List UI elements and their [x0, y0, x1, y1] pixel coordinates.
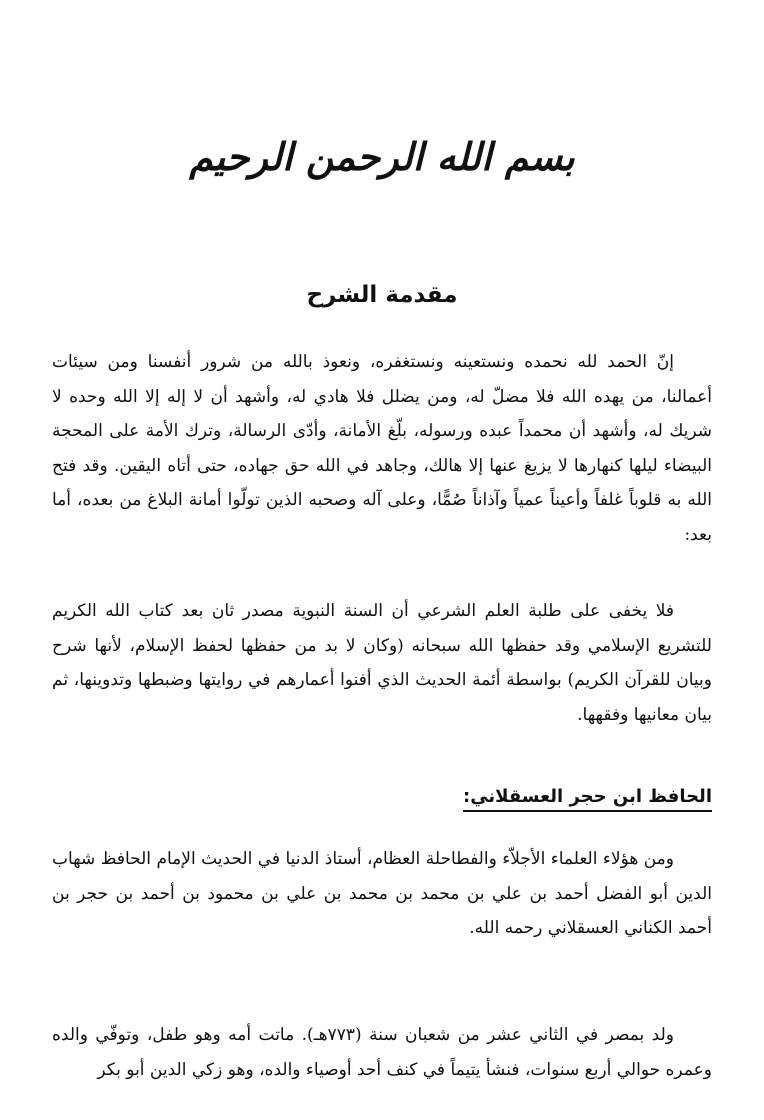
intro-paragraph: إنّ الحمد لله نحمده ونستعينه ونستغفره، ونعوذ بالله من شرور أنفسنا ومن سيئات أعمالنا، من يهده الله فلا مضلّ له، ومن يضلل فلا هادي له، وأشهد أن لا إله إلا الله وحده لا شريك له، وأشهد أن محمداً عبده ورسوله، بلّغ الأمانة، وأدّى الرسالة، وترك الأمة على المحجة البيضاء ليلها كنهارها لا يزيغ عنها إلا هالك، وجاهد في الله حق جهاده، حتى أتاه اليقين. وقد فتح الله به قلوباً غلفاً وأعيناً عمياً وآذاناً صُمًّا، وعلى آله وصحبه الذين تولّوا أمانة البلاغ من بعده، أما بعد:: [52, 352, 712, 545]
ibn-hajar-name-paragraph-block: [52, 842, 712, 946]
intro-paragraph-block: [52, 345, 712, 552]
sunnah-paragraph-block: [52, 594, 712, 732]
ibn-hajar-birth-paragraph: ولد بمصر في الثاني عشر من شعبان سنة (٧٧٣هـ). ماتت أمه وهو طفل، وتوفّي والده وعمره حوالي أربع سنوات، فنشأ يتيماً في كنف أحد أوصياء والده، وهو زكي الدين أبو بكر: [52, 1025, 712, 1080]
ibn-hajar-name-paragraph: ومن هؤلاء العلماء الأجلاّء والفطاحلة العظام، أستاذ الدنيا في الحديث الإمام الحافظ شهاب الدين أبو الفضل أحمد بن علي بن محمد بن محمد بن علي بن محمود بن أحمد بن حجر بن أحمد الكناني العسقلاني رحمه الله.: [52, 849, 712, 938]
sunnah-paragraph: فلا يخفى على طلبة العلم الشرعي أن السنة النبوية مصدر ثان بعد كتاب الله الكريم للتشريع الإسلامي وقد حفظها الله سبحانه (وكان لا بد من حفظها لحفظ الإسلام، لأنها شرح وبيان للقرآن الكريم) بواسطة أئمة الحديث الذي أفنوا أعمارهم في روايتها وضبطها وتدوينها، ثم بيان معانيها وفقهها.: [52, 601, 712, 725]
section-title: مقدمة الشرح: [306, 282, 458, 308]
basmala-calligraphy: بسم الله الرحمن الرحيم: [189, 135, 575, 179]
ibn-hajar-subheading: الحافظ ابن حجر العسقلاني:: [463, 786, 712, 812]
ibn-hajar-birth-paragraph-block: [52, 1018, 712, 1087]
